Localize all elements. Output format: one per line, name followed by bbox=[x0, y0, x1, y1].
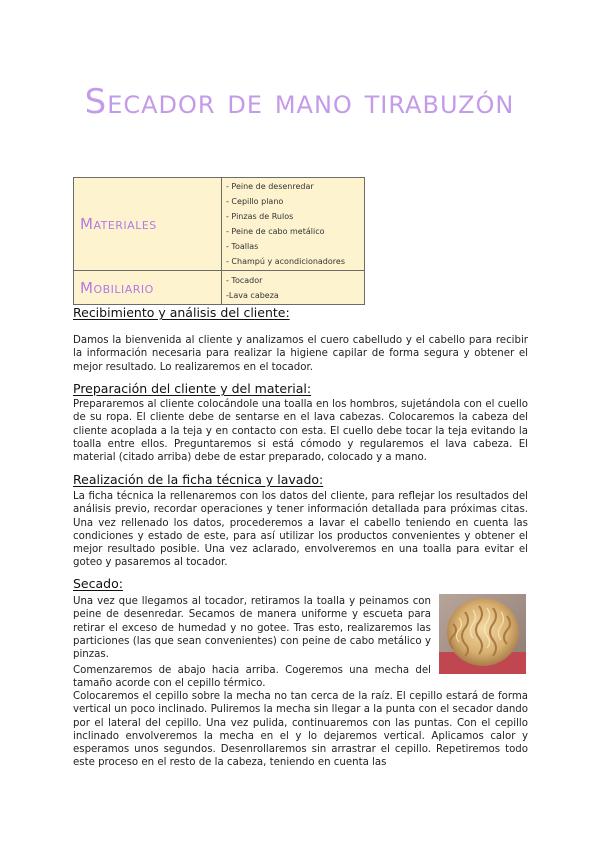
materiales-list bbox=[222, 178, 365, 271]
section-heading-preparacion: Preparación del cliente y del material: bbox=[73, 381, 312, 396]
list-item: - Cepillo plano bbox=[226, 197, 284, 206]
page-title: Secador de mano tirabuzón bbox=[84, 82, 515, 122]
list-item: - Champú y acondicionadores bbox=[226, 257, 345, 266]
section-heading-ficha-tecnica: Realización de la ficha técnica y lavado: bbox=[73, 472, 324, 487]
section-text-ficha-tecnica: La ficha técnica la rellenaremos con los datos del cliente, para reflejar los resultados del análisis previo, recordar operaciones y tener información detallada para próximas citas. Una vez rellenado los datos, procederemos a lavar el cabello teniendo en cuenta las condiciones y estado de este, para así utilizar los productos convenientes y obtener el mejor resultado posible. Una vez aclarado, envolveremos en una toalla para evitar el goteo y pasaremos al tocador. bbox=[73, 491, 528, 569]
section-text-recibimiento: Damos la bienvenida al cliente y analizamos el cuero cabelludo y el cabello para recibir la información necesaria para realizar la higiene capilar de forma segura y obtener el mejor resultado. Lo realizaremos en el tocador. bbox=[73, 335, 528, 373]
materials-table bbox=[73, 177, 365, 305]
list-item: - Toallas bbox=[226, 242, 259, 251]
list-item: -Lava cabeza bbox=[226, 290, 279, 300]
section-heading-recibimiento: Recibimiento y análisis del cliente: bbox=[73, 305, 290, 320]
section-text-secado-2b: Colocaremos el cepillo sobre la mecha no tan cerca de la raíz. El cepillo estará de forma vertical un poco inclinado. Puliremos la mecha sin llegar a la punta con el secador dando por el lateral del cepillo. Una vez pulida, continuaremos con las puntas. Con el cepillo inclinado envolveremos la mecha en el y lo dejaremos vertical. Aplicamos calor y esperamos unos segundos. Desenrollaremos sin arrastrar el cepillo. Repetiremos todo este proceso en el resto de la cabeza, teniendo en cuenta las bbox=[73, 691, 528, 769]
section-text-secado-2a: Comenzaremos de abajo hacia arriba. Cogeremos una mecha del tamaño acorde con el cepillo térmico. bbox=[73, 665, 431, 690]
section-text-preparacion: Prepararemos al cliente colocándole una toalla en los hombros, sujetándola con el cuello de su ropa. El cliente debe de sentarse en el lava cabezas. Colocaremos la cabeza del cliente acoplada a la teja y en contacto con esta. El cuello debe tocar la teja evitando la toalla entre ellos. Preguntaremos si está cómodo y regularemos el lava cabeza. El material (citado arriba) debe de estar preparado, colocado y a mano. bbox=[73, 399, 528, 464]
curly-hair-photo bbox=[439, 594, 526, 674]
list-item: - Pinzas de Rulos bbox=[226, 212, 294, 221]
mobiliario-label: Mobiliario bbox=[74, 271, 222, 305]
list-item: - Tocador bbox=[226, 275, 263, 285]
mobiliario-list bbox=[222, 271, 365, 305]
list-item: - Peine de cabo metálico bbox=[226, 227, 325, 236]
list-item: - Peine de desenredar bbox=[226, 182, 314, 191]
section-heading-secado: Secado: bbox=[73, 576, 123, 591]
materiales-label: Materiales bbox=[74, 178, 222, 271]
section-text-secado-1: Una vez que llegamos al tocador, retiramos la toalla y peinamos con peine de desenredar. Secamos de manera uniforme y escueta para retirar el exceso de humedad y no gotee. Tras esto, realizaremos las particiones (las que sean convenientes) con peine de cabo metálico y pinzas. bbox=[73, 596, 431, 661]
